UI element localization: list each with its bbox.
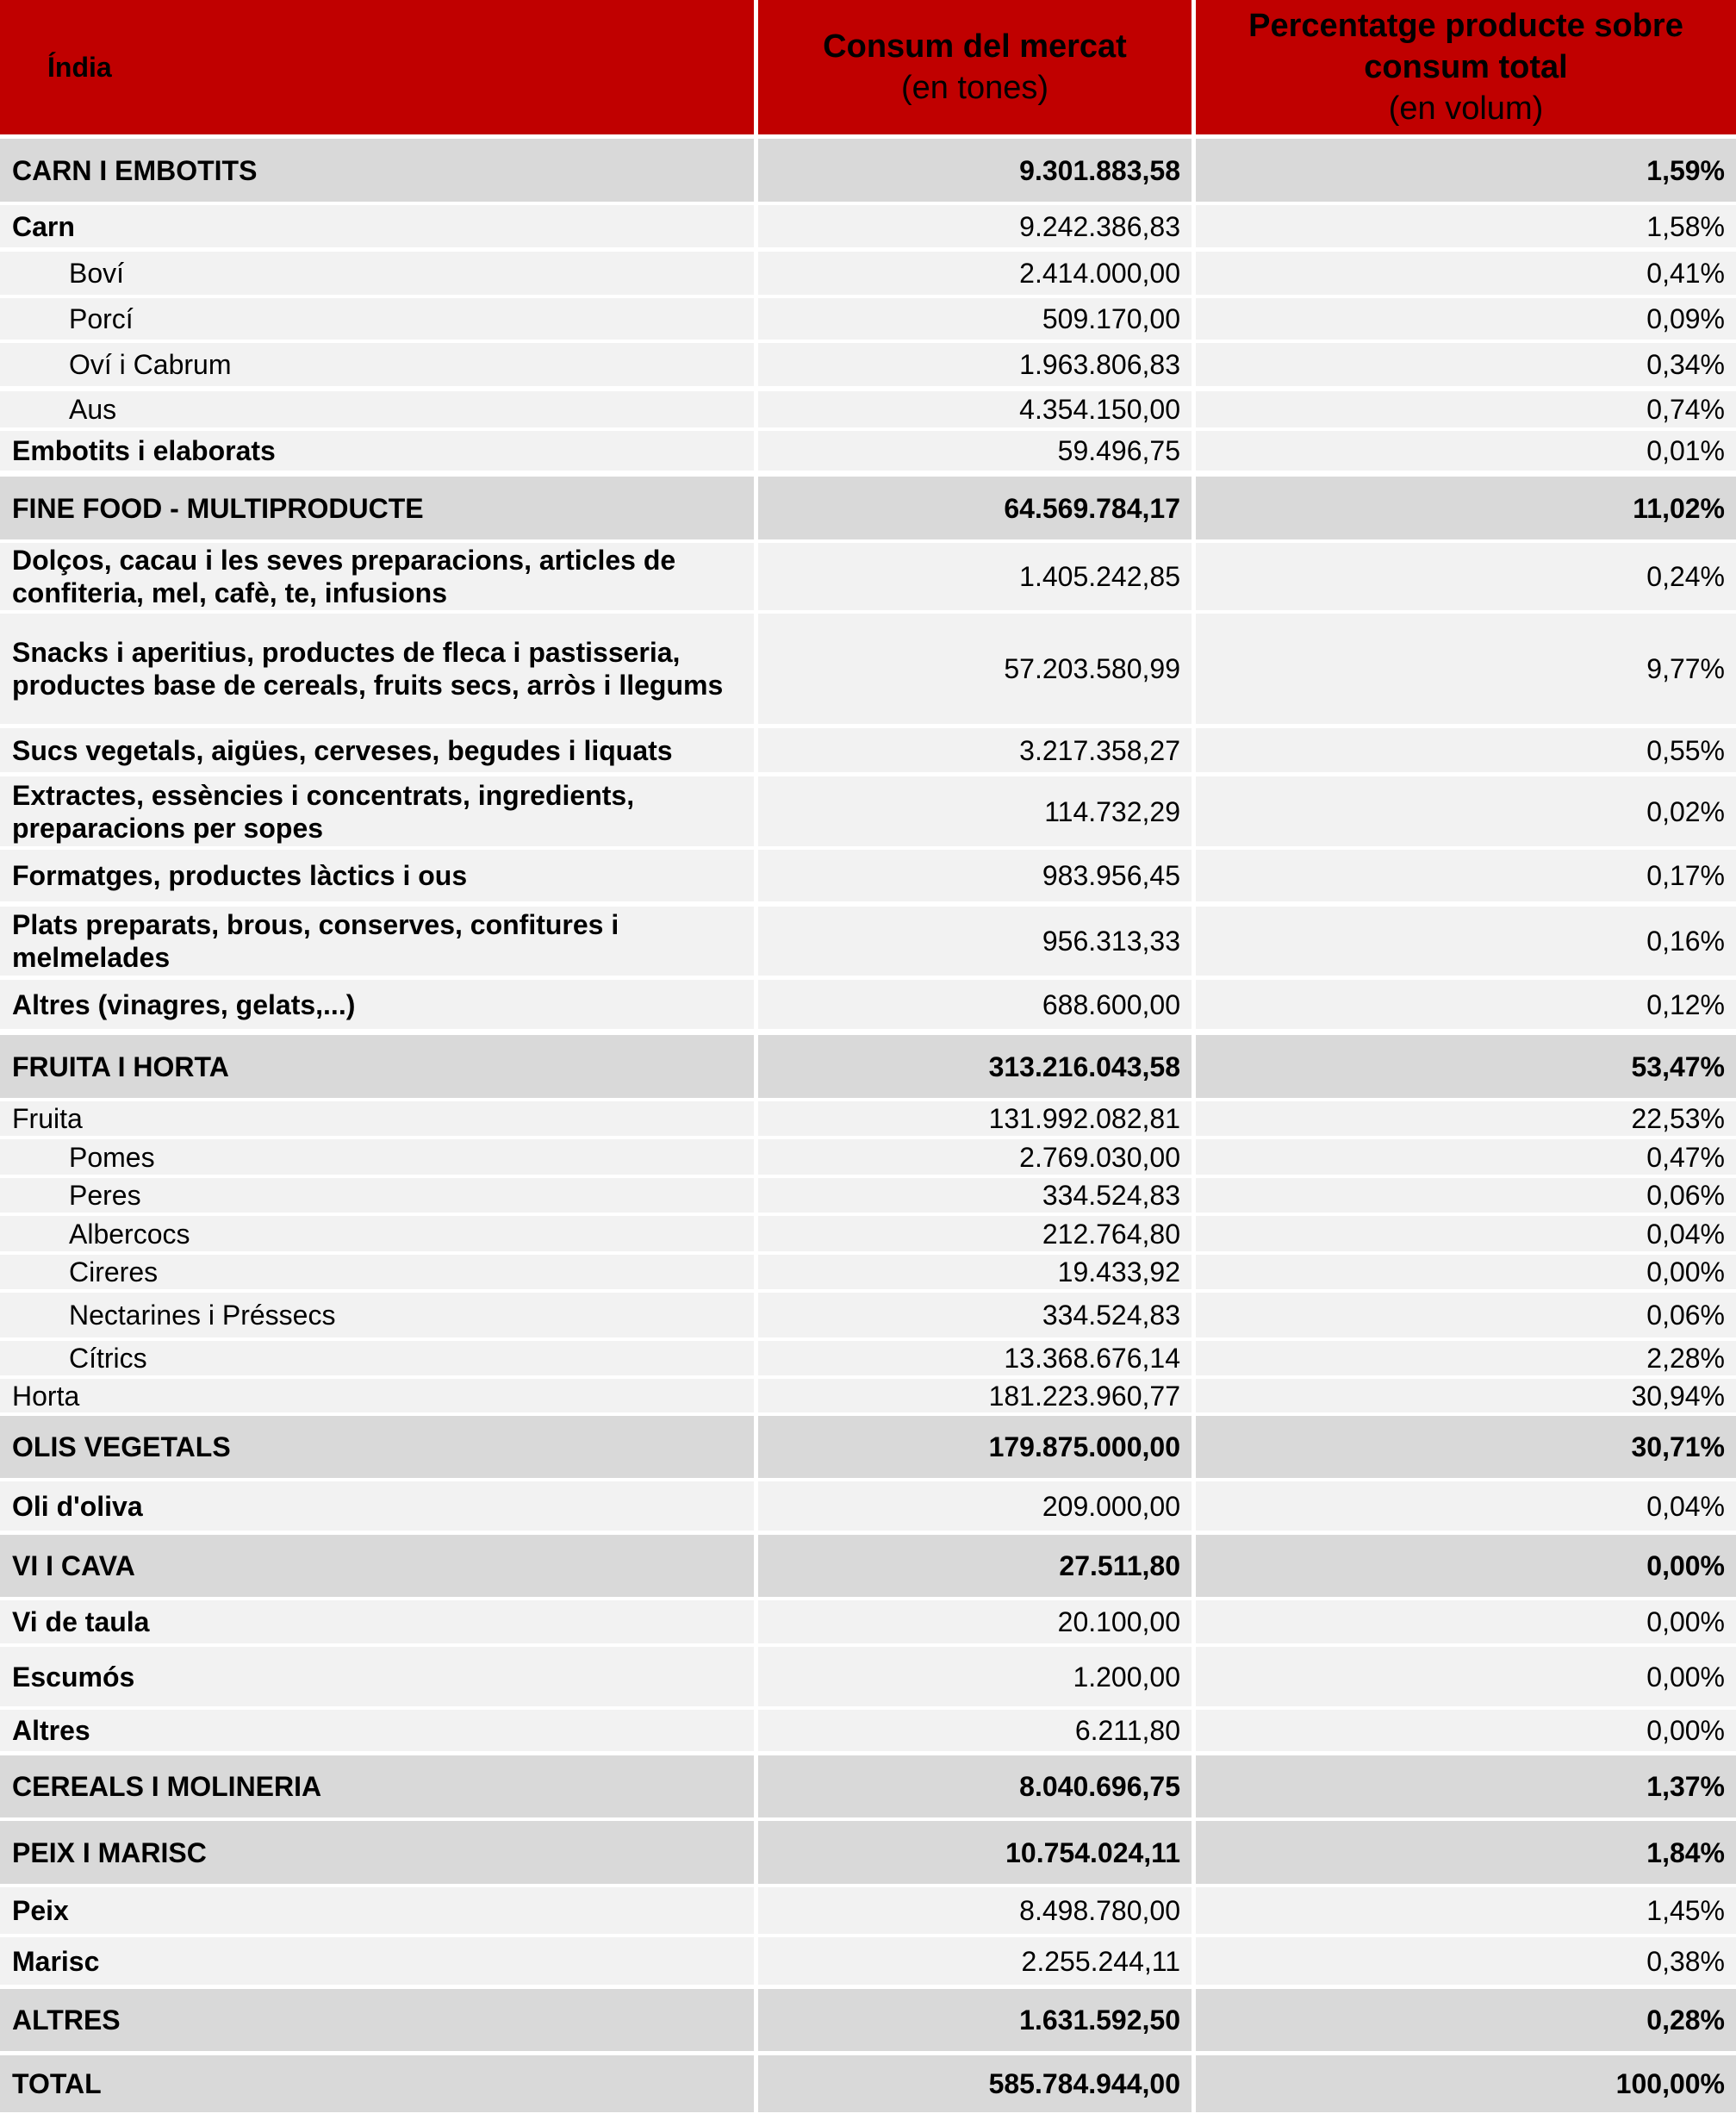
row-percentage: 0,41% bbox=[1196, 252, 1736, 295]
row-consum: 8.498.780,00 bbox=[758, 1887, 1192, 1934]
table-row-escumos bbox=[0, 1647, 1736, 1706]
category-row-peix-i-marisc bbox=[0, 1821, 1736, 1884]
table-row-peres bbox=[0, 1178, 1736, 1213]
row-label: Vi de taula bbox=[0, 1600, 754, 1643]
row-percentage: 0,34% bbox=[1196, 343, 1736, 386]
row-percentage: 0,55% bbox=[1196, 728, 1736, 772]
table-row-pomes bbox=[0, 1139, 1736, 1175]
table-row-vi-de-taula bbox=[0, 1600, 1736, 1643]
row-label: Boví bbox=[0, 252, 754, 295]
table-row-formatges-productes-lactics-i-ous bbox=[0, 850, 1736, 901]
category-row-olis-vegetals bbox=[0, 1416, 1736, 1478]
row-label: Dolços, cacau i les seves preparacions, articles de confiteria, mel, cafè, te, infusions bbox=[0, 543, 754, 610]
row-percentage: 0,24% bbox=[1196, 543, 1736, 610]
row-label: Porcí bbox=[0, 298, 754, 340]
row-percentage: 0,04% bbox=[1196, 1216, 1736, 1251]
row-percentage: 0,06% bbox=[1196, 1178, 1736, 1213]
row-label: Oli d'oliva bbox=[0, 1481, 754, 1531]
row-consum: 1.631.592,50 bbox=[758, 1989, 1192, 2051]
row-consum: 585.784.944,00 bbox=[758, 2055, 1192, 2112]
row-consum: 1.963.806,83 bbox=[758, 343, 1192, 386]
row-label: PEIX I MARISC bbox=[0, 1821, 754, 1884]
total-row-total bbox=[0, 2055, 1736, 2112]
row-label: Aus bbox=[0, 391, 754, 427]
header-country: Índia bbox=[0, 0, 754, 134]
row-label: Escumós bbox=[0, 1647, 754, 1706]
row-percentage: 0,17% bbox=[1196, 850, 1736, 901]
row-consum: 19.433,92 bbox=[758, 1255, 1192, 1289]
row-label: Altres (vinagres, gelats,...) bbox=[0, 980, 754, 1029]
row-consum: 114.732,29 bbox=[758, 776, 1192, 846]
header-consum-unit: (en tones) bbox=[900, 70, 1049, 106]
row-label: VI I CAVA bbox=[0, 1535, 754, 1597]
header-consum-title: Consum del mercat bbox=[823, 28, 1127, 65]
row-consum: 509.170,00 bbox=[758, 298, 1192, 340]
table-row-dolcos-cacau-i-les-seves-preparacions-articles-de-confiteria-mel-cafe-te-infusions bbox=[0, 543, 1736, 610]
row-consum: 2.769.030,00 bbox=[758, 1139, 1192, 1175]
table-row-extractes-essencies-i-concentrats-ingredients-preparacions-per-sopes bbox=[0, 776, 1736, 846]
category-row-carn-i-embotits bbox=[0, 139, 1736, 202]
category-row-altres bbox=[0, 1989, 1736, 2051]
row-label: TOTAL bbox=[0, 2055, 754, 2112]
table-row-horta bbox=[0, 1379, 1736, 1412]
row-percentage: 0,00% bbox=[1196, 1535, 1736, 1597]
row-consum: 1.405.242,85 bbox=[758, 543, 1192, 610]
row-consum: 334.524,83 bbox=[758, 1178, 1192, 1213]
row-percentage: 1,84% bbox=[1196, 1821, 1736, 1884]
header-pct-title-1: Percentatge producte sobre bbox=[1248, 8, 1683, 44]
row-label: Fruita bbox=[0, 1101, 754, 1136]
row-consum: 13.368.676,14 bbox=[758, 1341, 1192, 1375]
table-row-nectarines-i-pressecs bbox=[0, 1293, 1736, 1337]
row-label: Albercocs bbox=[0, 1216, 754, 1251]
row-percentage: 0,06% bbox=[1196, 1293, 1736, 1337]
row-percentage: 1,45% bbox=[1196, 1887, 1736, 1934]
row-label: Altres bbox=[0, 1710, 754, 1751]
row-percentage: 0,38% bbox=[1196, 1937, 1736, 1985]
row-label: Extractes, essències i concentrats, ingredients, preparacions per sopes bbox=[0, 776, 754, 846]
table-row-ovi-i-cabrum bbox=[0, 343, 1736, 386]
row-percentage: 1,37% bbox=[1196, 1755, 1736, 1817]
row-consum: 313.216.043,58 bbox=[758, 1035, 1192, 1098]
table-row-albercocs bbox=[0, 1216, 1736, 1251]
row-consum: 57.203.580,99 bbox=[758, 614, 1192, 724]
row-consum: 2.414.000,00 bbox=[758, 252, 1192, 295]
row-label: Marisc bbox=[0, 1937, 754, 1985]
row-label: Cítrics bbox=[0, 1341, 754, 1375]
row-percentage: 0,00% bbox=[1196, 1647, 1736, 1706]
row-percentage: 9,77% bbox=[1196, 614, 1736, 724]
table-row-altres-vinagres-gelats bbox=[0, 980, 1736, 1029]
row-percentage: 0,00% bbox=[1196, 1600, 1736, 1643]
header-pct-unit: (en volum) bbox=[1388, 90, 1544, 127]
row-consum: 27.511,80 bbox=[758, 1535, 1192, 1597]
table-row-altres bbox=[0, 1710, 1736, 1751]
row-consum: 983.956,45 bbox=[758, 850, 1192, 901]
row-consum: 179.875.000,00 bbox=[758, 1416, 1192, 1478]
row-label: Nectarines i Préssecs bbox=[0, 1293, 754, 1337]
table-row-sucs-vegetals-aigues-cerveses-begudes-i-liquats bbox=[0, 728, 1736, 772]
row-consum: 4.354.150,00 bbox=[758, 391, 1192, 427]
row-consum: 3.217.358,27 bbox=[758, 728, 1192, 772]
row-label: Peix bbox=[0, 1887, 754, 1934]
category-row-vi-i-cava bbox=[0, 1535, 1736, 1597]
row-percentage: 0,12% bbox=[1196, 980, 1736, 1029]
row-label: Sucs vegetals, aigües, cerveses, begudes i liquats bbox=[0, 728, 754, 772]
row-consum: 20.100,00 bbox=[758, 1600, 1192, 1643]
row-percentage: 30,71% bbox=[1196, 1416, 1736, 1478]
row-label: Carn bbox=[0, 205, 754, 247]
header-pct-title-2: consum total bbox=[1364, 49, 1568, 85]
row-percentage: 1,59% bbox=[1196, 139, 1736, 202]
row-label: FINE FOOD - MULTIPRODUCTE bbox=[0, 477, 754, 539]
row-percentage: 0,02% bbox=[1196, 776, 1736, 846]
table-row-oli-d-oliva bbox=[0, 1481, 1736, 1531]
table-row-snacks-i-aperitius-productes-de-fleca-i-pastisseria-productes-base-de-cereals-fruits-secs-arros-i-llegums bbox=[0, 614, 1736, 724]
row-consum: 8.040.696,75 bbox=[758, 1755, 1192, 1817]
table-row-embotits-i-elaborats bbox=[0, 431, 1736, 471]
row-consum: 1.200,00 bbox=[758, 1647, 1192, 1706]
page-cut-edge bbox=[0, 2111, 1736, 2126]
row-label: Plats preparats, brous, conserves, confitures i melmelades bbox=[0, 907, 754, 976]
row-consum: 10.754.024,11 bbox=[758, 1821, 1192, 1884]
row-label: Snacks i aperitius, productes de fleca i pastisseria, productes base de cereals, fruits secs, arròs i llegums bbox=[0, 614, 754, 724]
row-percentage: 0,00% bbox=[1196, 1710, 1736, 1751]
header-consum bbox=[758, 0, 1192, 134]
row-consum: 209.000,00 bbox=[758, 1481, 1192, 1531]
row-percentage: 0,09% bbox=[1196, 298, 1736, 340]
row-label: Embotits i elaborats bbox=[0, 431, 754, 471]
table-row-carn bbox=[0, 205, 1736, 247]
table-row-cireres bbox=[0, 1255, 1736, 1289]
row-label: Peres bbox=[0, 1178, 754, 1213]
row-consum: 6.211,80 bbox=[758, 1710, 1192, 1751]
row-label: Horta bbox=[0, 1379, 754, 1412]
table-row-marisc bbox=[0, 1937, 1736, 1985]
row-label: Oví i Cabrum bbox=[0, 343, 754, 386]
table-row-porci bbox=[0, 298, 1736, 340]
category-row-fruita-i-horta bbox=[0, 1035, 1736, 1098]
row-percentage: 22,53% bbox=[1196, 1101, 1736, 1136]
row-percentage: 0,28% bbox=[1196, 1989, 1736, 2051]
row-percentage: 2,28% bbox=[1196, 1341, 1736, 1375]
table-row-peix bbox=[0, 1887, 1736, 1934]
row-percentage: 0,74% bbox=[1196, 391, 1736, 427]
row-consum: 956.313,33 bbox=[758, 907, 1192, 976]
table-row-citrics bbox=[0, 1341, 1736, 1375]
row-consum: 59.496,75 bbox=[758, 431, 1192, 471]
row-label: Formatges, productes làctics i ous bbox=[0, 850, 754, 901]
row-label: CARN I EMBOTITS bbox=[0, 139, 754, 202]
row-consum: 334.524,83 bbox=[758, 1293, 1192, 1337]
row-consum: 9.242.386,83 bbox=[758, 205, 1192, 247]
row-consum: 9.301.883,58 bbox=[758, 139, 1192, 202]
row-percentage: 0,01% bbox=[1196, 431, 1736, 471]
row-consum: 131.992.082,81 bbox=[758, 1101, 1192, 1136]
row-percentage: 11,02% bbox=[1196, 477, 1736, 539]
row-percentage: 0,04% bbox=[1196, 1481, 1736, 1531]
row-percentage: 100,00% bbox=[1196, 2055, 1736, 2112]
table-row-plats-preparats-brous-conserves-confitures-i-melmelades bbox=[0, 907, 1736, 976]
row-consum: 212.764,80 bbox=[758, 1216, 1192, 1251]
row-consum: 181.223.960,77 bbox=[758, 1379, 1192, 1412]
row-consum: 64.569.784,17 bbox=[758, 477, 1192, 539]
row-label: Pomes bbox=[0, 1139, 754, 1175]
category-row-cereals-i-molineria bbox=[0, 1755, 1736, 1817]
row-percentage: 30,94% bbox=[1196, 1379, 1736, 1412]
row-percentage: 0,00% bbox=[1196, 1255, 1736, 1289]
row-label: ALTRES bbox=[0, 1989, 754, 2051]
row-label: FRUITA I HORTA bbox=[0, 1035, 754, 1098]
table-row-aus bbox=[0, 391, 1736, 427]
row-label: OLIS VEGETALS bbox=[0, 1416, 754, 1478]
row-consum: 2.255.244,11 bbox=[758, 1937, 1192, 1985]
row-percentage: 1,58% bbox=[1196, 205, 1736, 247]
row-percentage: 0,47% bbox=[1196, 1139, 1736, 1175]
header-percentage bbox=[1196, 0, 1736, 134]
category-row-fine-food-multiproducte bbox=[0, 477, 1736, 539]
table-row-bovi bbox=[0, 252, 1736, 295]
row-label: CEREALS I MOLINERIA bbox=[0, 1755, 754, 1817]
row-consum: 688.600,00 bbox=[758, 980, 1192, 1029]
row-label: Cireres bbox=[0, 1255, 754, 1289]
row-percentage: 53,47% bbox=[1196, 1035, 1736, 1098]
row-percentage: 0,16% bbox=[1196, 907, 1736, 976]
table-header bbox=[0, 0, 1736, 134]
table-row-fruita bbox=[0, 1101, 1736, 1136]
